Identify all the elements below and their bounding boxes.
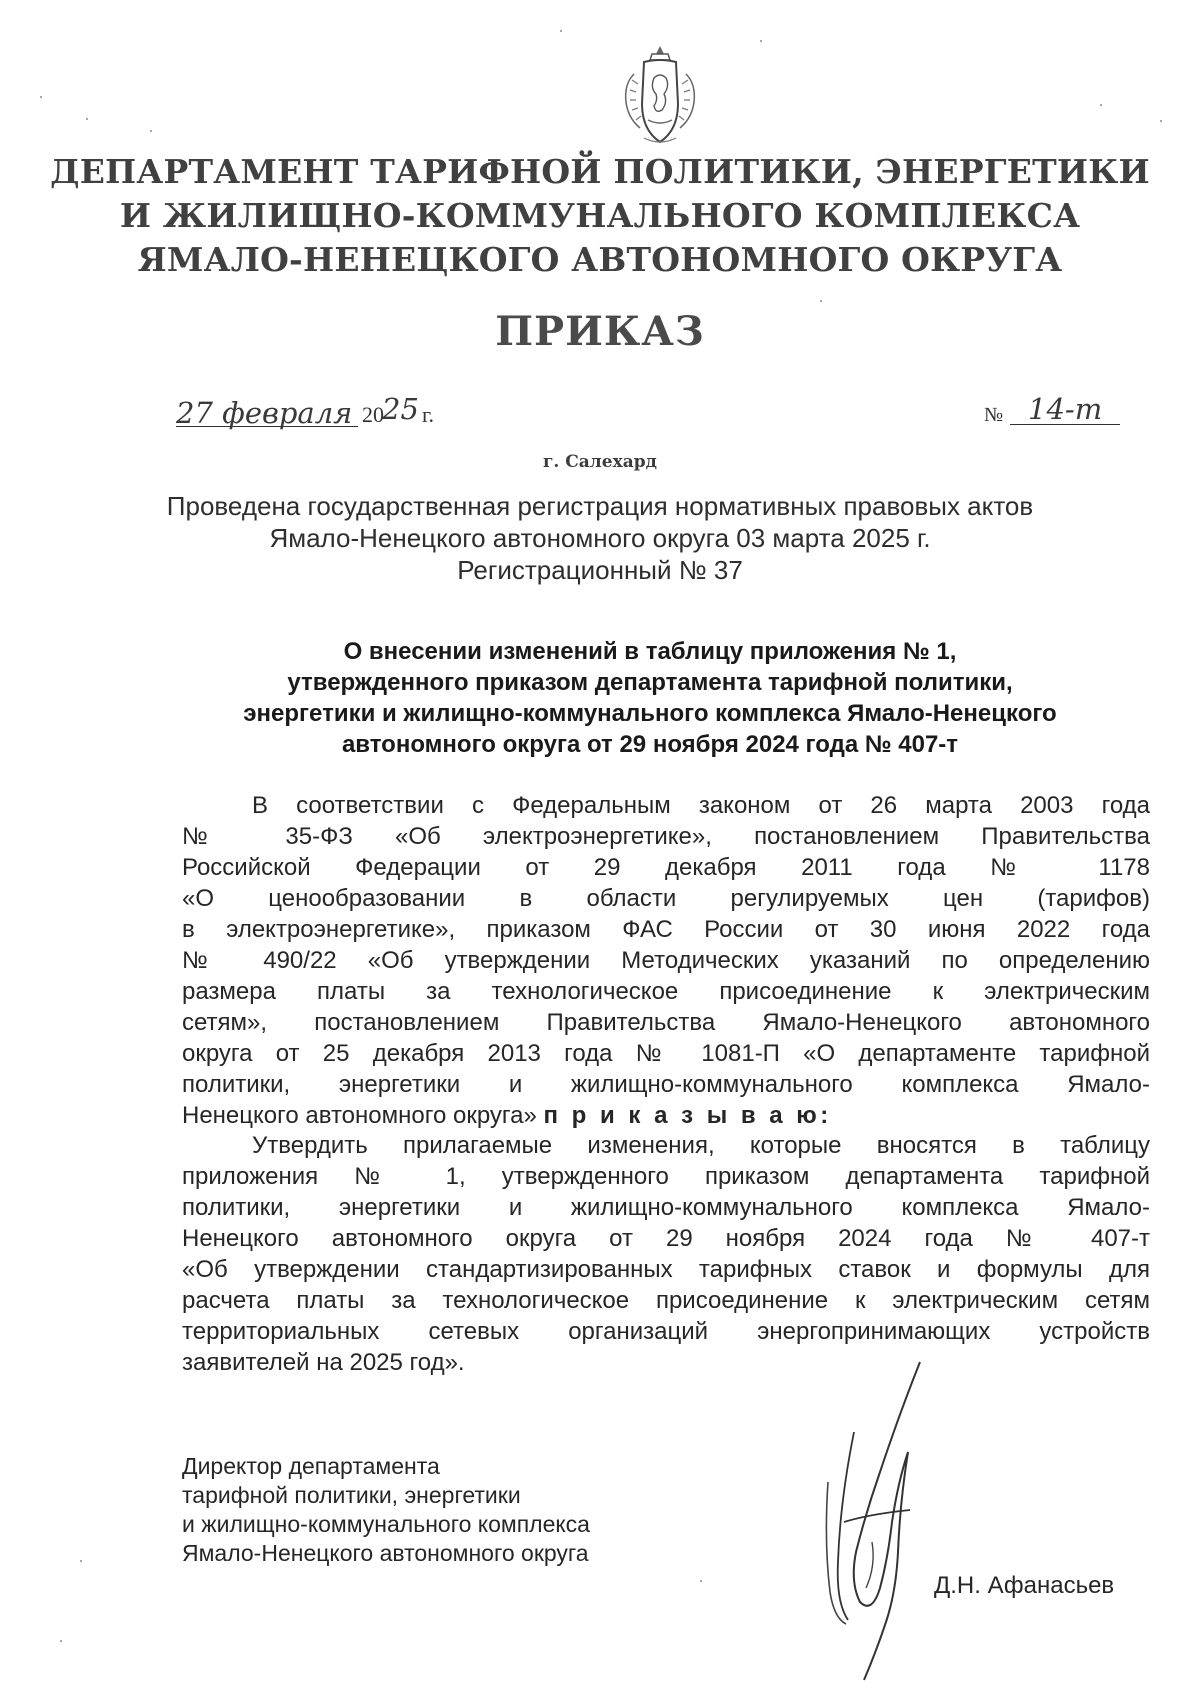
scan-speck <box>40 96 42 98</box>
department-header <box>0 150 1200 282</box>
number-sign: № <box>984 404 1004 426</box>
paragraph-line: расчета платы за технологическое присоединение к электрическим сетям <box>182 1287 1150 1314</box>
paragraph-line: округа от 25 декабря 2013 года № 1081-П «О департаменте тарифной <box>182 1040 1150 1067</box>
order-title: ПРИКАЗ <box>495 308 705 355</box>
paragraph-line: Ненецкого автономного округа от 29 ноября 2024 года № 407-т <box>182 1225 1150 1252</box>
scan-speck <box>760 40 762 42</box>
order-number <box>984 392 1134 436</box>
paragraph-line: политики, энергетики и жилищно-коммунального комплекса Ямало- <box>182 1071 1150 1098</box>
handwritten-signature <box>780 1352 980 1682</box>
operative-paragraph <box>182 1130 1150 1378</box>
registration-note <box>0 490 1200 586</box>
registration-line: Регистрационный № 37 <box>457 555 743 585</box>
paragraph-line: Утвердить прилагаемые изменения, которые вносятся в таблицу <box>252 1132 1150 1159</box>
scan-speck <box>60 1640 62 1642</box>
subject-line: утвержденного приказом департамента тарифной политики, <box>287 669 1013 696</box>
date-underline <box>176 426 358 427</box>
order-date <box>176 392 446 436</box>
paragraph-line: сетям», постановлением Правительства Ямало-Ненецкого автономного <box>182 1009 1150 1036</box>
subject-line: автономного округа от 29 ноября 2024 года № 407-т <box>341 731 959 758</box>
header-line: И ЖИЛИЩНО-КОММУНАЛЬНОГО КОМПЛЕКСА <box>119 196 1081 235</box>
scan-speck <box>150 130 152 132</box>
coat-of-arms-emblem <box>614 44 706 148</box>
header-line: ЯМАЛО-НЕНЕЦКОГО АВТОНОМНОГО ОКРУГА <box>137 240 1063 279</box>
scan-speck <box>700 1580 702 1582</box>
handwritten-number: 14-т <box>1028 392 1103 426</box>
handwritten-year: 25 <box>382 392 419 426</box>
paragraph-line: в электроэнергетике», приказом ФАС России от 30 июня 2022 года <box>182 916 1150 943</box>
registration-line: Ямало-Ненецкого автономного округа 03 марта 2025 г. <box>269 523 931 553</box>
registration-line: Проведена государственная регистрация нормативных правовых актов <box>166 491 1034 521</box>
preamble-paragraph <box>182 790 1150 1131</box>
signer-title-line: Директор департамента <box>182 1453 440 1479</box>
paragraph-line: «О ценообразовании в области регулируемых цен (тарифов) <box>182 885 1150 912</box>
paragraph-line: Ненецкого автономного округа» <box>182 1102 537 1129</box>
signer-name: Д.Н. Афанасьев <box>934 1572 1115 1599</box>
paragraph-line: «Об утверждении стандартизированных тарифных ставок и формулы для <box>182 1256 1150 1283</box>
paragraph-last-line <box>182 1100 1150 1131</box>
year-suffix: г. <box>422 402 435 427</box>
scan-speck <box>1100 104 1102 106</box>
city-line: г. Салехард <box>543 452 657 472</box>
paragraph-line: размера платы за технологическое присоединение к электрическим <box>182 978 1150 1005</box>
order-subject <box>150 636 1150 760</box>
paragraph-line: Российской Федерации от 29 декабря 2011 года № 1178 <box>182 854 1150 881</box>
paragraph-line: приложения № 1, утвержденного приказом департамента тарифной <box>182 1163 1150 1190</box>
paragraph-line: территориальных сетевых организаций энергопринимающих устройств <box>182 1318 1150 1345</box>
subject-line: энергетики и жилищно-коммунального комплекса Ямало-Ненецкого <box>243 700 1057 727</box>
paragraph-line: № 35-ФЗ «Об электроэнергетике», постановлением Правительства <box>182 823 1150 850</box>
header-line: ДЕПАРТАМЕНТ ТАРИФНОЙ ПОЛИТИКИ, ЭНЕРГЕТИКИ <box>50 152 1150 191</box>
subject-line: О внесении изменений в таблицу приложения № 1, <box>343 638 957 665</box>
decree-word: п р и к а з ы в а ю: <box>543 1102 832 1129</box>
signer-title-line: и жилищно-коммунального комплекса <box>182 1511 590 1537</box>
scan-speck <box>80 1560 82 1562</box>
number-underline <box>1010 424 1120 425</box>
signer-title-line: тарифной политики, энергетики <box>182 1482 521 1508</box>
scan-speck <box>560 30 562 32</box>
scan-speck <box>1160 120 1162 122</box>
handwritten-date: 27 февраля <box>176 396 353 430</box>
paragraph-line: № 490/22 «Об утверждении Методических указаний по определению <box>182 947 1150 974</box>
signer-title <box>182 1452 590 1568</box>
scan-speck <box>86 118 88 120</box>
signer-title-line: Ямало-Ненецкого автономного округа <box>182 1540 589 1566</box>
paragraph-line: В соответствии с Федеральным законом от 26 марта 2003 года <box>252 792 1150 819</box>
paragraph-line: политики, энергетики и жилищно-коммунального комплекса Ямало- <box>182 1194 1150 1221</box>
scan-speck <box>820 300 822 302</box>
paragraph-line: заявителей на 2025 год». <box>182 1349 465 1376</box>
year-prefix: 20 <box>362 402 384 427</box>
